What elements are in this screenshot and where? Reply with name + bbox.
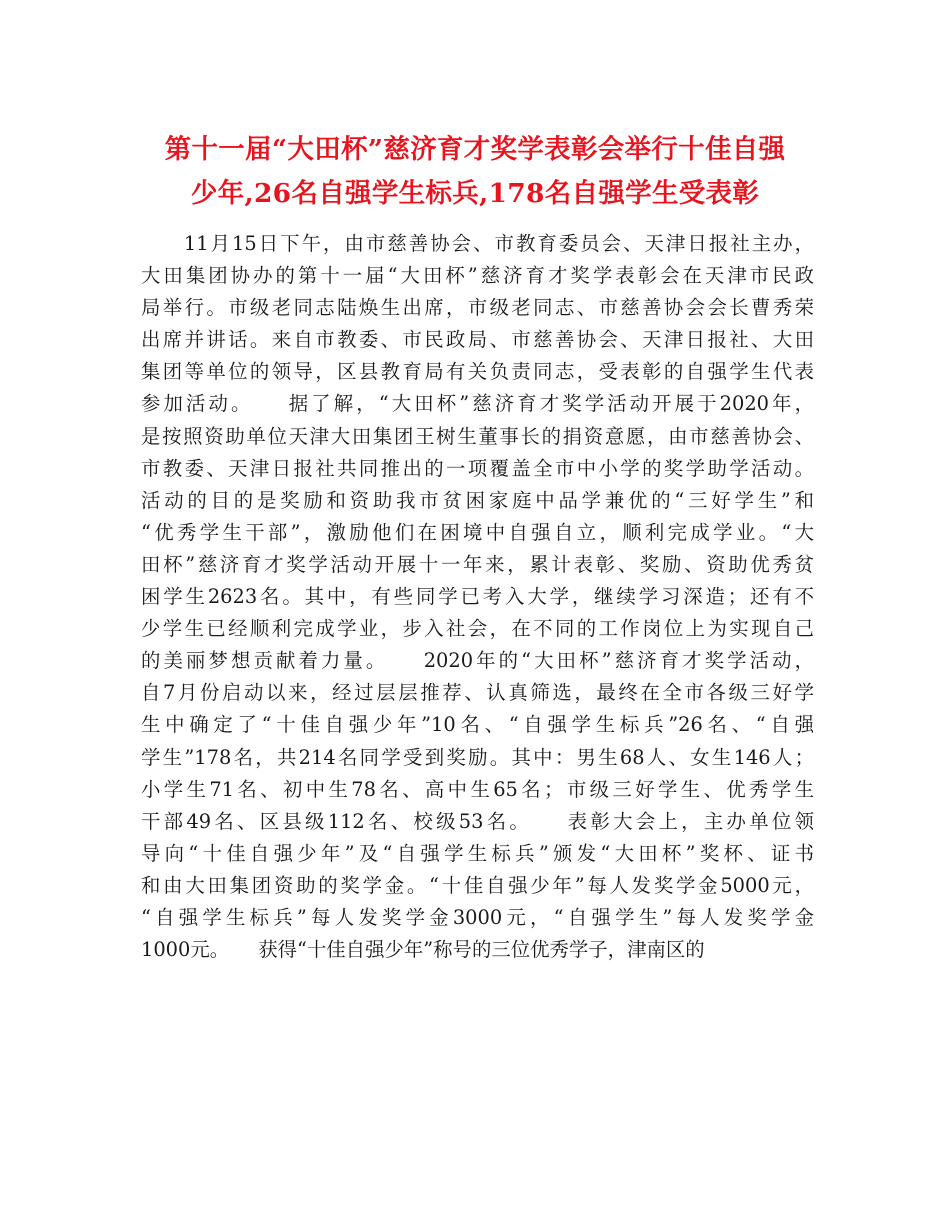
- body-line: 和由大田集团资助的奖学金。“十佳自强少年”每人发奖学金5000元，: [141, 873, 814, 897]
- body-line: 局举行。市级老同志陆焕生出席，市级老同志、市慈善协会会长曹秀荣: [141, 296, 814, 320]
- body-line: 困学生2623名。其中，有些同学已考入大学，继续学习深造；还有不: [141, 585, 814, 609]
- body-line: 活动的目的是奖励和资助我市贫困家庭中品学兼优的“三好学生”和: [141, 488, 814, 512]
- document-title: [120, 128, 830, 216]
- body-line: 干部49名、区县级112名、校级53名。 表彰大会上，主办单位领: [141, 809, 814, 833]
- body-line: 是按照资助单位天津大田集团王树生董事长的捐资意愿，由市慈善协会、: [141, 424, 814, 448]
- body-line: 小学生71名、初中生78名、高中生65名；市级三好学生、优秀学生: [141, 777, 814, 801]
- article-body: [141, 228, 814, 966]
- body-line: 市教委、天津日报社共同推出的一项覆盖全市中小学的奖学助学活动。: [141, 456, 814, 480]
- body-line: 的美丽梦想贡献着力量。 2020年的“大田杯”慈济育才奖学活动，: [141, 649, 814, 673]
- body-line: 大田集团协办的第十一届“大田杯”慈济育才奖学表彰会在天津市民政: [141, 264, 814, 288]
- body-line: “优秀学生干部”，激励他们在困境中自强自立，顺利完成学业。“大: [141, 520, 814, 544]
- body-line: 参加活动。 据了解，“大田杯”慈济育才奖学活动开展于2020年，: [141, 392, 814, 416]
- body-line: 11月15日下午，由市慈善协会、市教育委员会、天津日报社主办，: [141, 232, 814, 255]
- body-line: 出席并讲话。来自市教委、市民政局、市慈善协会、天津日报社、大田: [141, 328, 814, 352]
- body-line: 集团等单位的领导，区县教育局有关负责同志，受表彰的自强学生代表: [141, 360, 814, 384]
- body-line: 生中确定了“十佳自强少年”10名、“自强学生标兵”26名、“自强: [141, 713, 814, 737]
- body-line: “自强学生标兵”每人发奖学金3000元，“自强学生”每人发奖学金: [141, 905, 814, 929]
- body-line: 学生”178名，共214名同学受到奖励。其中：男生68人、女生146人；: [141, 745, 814, 769]
- body-line: 少学生已经顺利完成学业，步入社会，在不同的工作岗位上为实现自己: [141, 617, 814, 641]
- title-line-1: 第十一届“大田杯”慈济育才奖学表彰会举行十佳自强: [164, 134, 786, 165]
- body-line: 导向“十佳自强少年”及“自强学生标兵”颁发“大田杯”奖杯、证书: [141, 841, 814, 865]
- body-line: 田杯”慈济育才奖学活动开展十一年来，累计表彰、奖励、资助优秀贫: [141, 552, 814, 576]
- body-line: 自7月份启动以来，经过层层推荐、认真筛选，最终在全市各级三好学: [141, 681, 814, 705]
- title-line-2: 少年,26名自强学生标兵,178名自强学生受表彰: [190, 178, 760, 209]
- body-line: 1000元。 获得“十佳自强少年”称号的三位优秀学子，津南区的: [141, 938, 705, 962]
